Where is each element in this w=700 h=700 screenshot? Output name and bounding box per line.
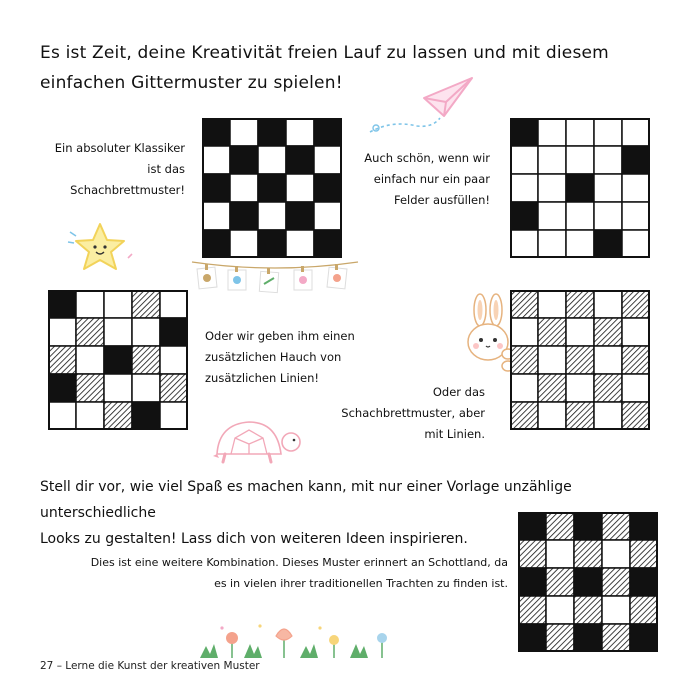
grid-cell: [286, 174, 314, 202]
grid-cell: [230, 146, 258, 174]
grid-cell: [510, 290, 538, 318]
grid-cell: [622, 230, 650, 258]
grid-cell: [160, 402, 188, 430]
caption-lines-line: zusätzlichen Hauch von: [205, 350, 342, 364]
grid-cell: [48, 290, 76, 318]
page-heading: [40, 38, 670, 98]
checkerboard-grid: [202, 118, 342, 258]
grid-cell: [510, 374, 538, 402]
grid-cell: [510, 346, 538, 374]
grid-cell: [202, 118, 230, 146]
grid-cell: [76, 374, 104, 402]
grid-cell: [132, 402, 160, 430]
grid-cell: [258, 202, 286, 230]
caption-classic-line: Schachbrettmuster!: [70, 183, 185, 197]
grid-cell: [538, 290, 566, 318]
grid-cell: [630, 540, 658, 568]
grid-cell: [630, 624, 658, 652]
grid-cell: [622, 174, 650, 202]
grid-cell: [286, 118, 314, 146]
grid-cell: [538, 118, 566, 146]
grid-cell: [602, 596, 630, 624]
grid-cell: [546, 596, 574, 624]
caption-fill-line: Felder ausfüllen!: [393, 193, 490, 207]
caption-checker-lines-line: Schachbrettmuster, aber: [341, 406, 485, 420]
photo-garland-icon: [190, 256, 360, 298]
caption-classic-line: Ein absoluter Klassiker: [54, 141, 185, 155]
grid-cell: [510, 146, 538, 174]
grid-cell: [566, 402, 594, 430]
grid-cell: [510, 174, 538, 202]
grid-cell: [104, 346, 132, 374]
grid-cell: [510, 118, 538, 146]
grid-cell: [48, 374, 76, 402]
grid-cell: [48, 402, 76, 430]
caption-classic-line: ist das: [147, 162, 185, 176]
tartan-grid: [518, 512, 658, 652]
grid-cell: [566, 174, 594, 202]
caption-lines-line: Oder wir geben ihm einen: [205, 329, 355, 343]
grid-cell: [160, 318, 188, 346]
grid-cell: [258, 146, 286, 174]
grid-cell: [104, 402, 132, 430]
grid-cell: [258, 230, 286, 258]
grid-cell: [538, 346, 566, 374]
grid-cell: [594, 230, 622, 258]
grid-cell: [160, 290, 188, 318]
grid-cell: [594, 118, 622, 146]
grid-cell: [538, 174, 566, 202]
grid-cell: [518, 596, 546, 624]
grid-cell: [314, 230, 342, 258]
grid-cell: [132, 318, 160, 346]
grid-cell: [574, 512, 602, 540]
grid-cell: [202, 202, 230, 230]
grid-cell: [602, 512, 630, 540]
grid-cell: [574, 540, 602, 568]
grid-cell: [510, 318, 538, 346]
caption-scotland: [40, 552, 508, 594]
grid-cell: [630, 568, 658, 596]
lined-grid: [48, 290, 188, 430]
grid-cell: [314, 202, 342, 230]
grid-cell: [594, 346, 622, 374]
grid-cell: [538, 146, 566, 174]
grid-cell: [566, 118, 594, 146]
grid-cell: [546, 624, 574, 652]
grid-cell: [566, 202, 594, 230]
grid-cell: [230, 118, 258, 146]
bunny-icon: [462, 292, 516, 374]
page-footer: 27 – Lerne die Kunst der kreativen Muster: [40, 660, 260, 672]
grid-cell: [566, 346, 594, 374]
grid-cell: [622, 290, 650, 318]
grid-cell: [286, 146, 314, 174]
grid-cell: [566, 230, 594, 258]
grid-cell: [202, 174, 230, 202]
grid-cell: [594, 202, 622, 230]
grid-cell: [538, 230, 566, 258]
grid-cell: [160, 374, 188, 402]
grid-cell: [518, 512, 546, 540]
caption-checker-lines-line: Oder das: [432, 385, 485, 399]
grid-cell: [566, 374, 594, 402]
grid-cell: [594, 146, 622, 174]
grid-cell: [538, 374, 566, 402]
grid-cell: [622, 346, 650, 374]
grid-cell: [594, 318, 622, 346]
grid-cell: [76, 290, 104, 318]
caption-fill-line: Auch schön, wenn wir: [364, 151, 490, 165]
grid-cell: [622, 318, 650, 346]
grid-cell: [538, 202, 566, 230]
grid-cell: [566, 318, 594, 346]
grid-cell: [258, 174, 286, 202]
grid-cell: [622, 374, 650, 402]
filled-cells-grid: [510, 118, 650, 258]
grid-cell: [230, 202, 258, 230]
star-icon: [64, 214, 136, 278]
heading-line-1: Es ist Zeit, deine Kreativität freien Lauf zu lassen und mit diesem: [40, 43, 609, 63]
grid-cell: [566, 146, 594, 174]
grid-cell: [132, 346, 160, 374]
paper-plane-icon: [362, 70, 477, 150]
caption-lines-line: zusätzlichen Linien!: [205, 371, 319, 385]
grid-cell: [546, 540, 574, 568]
caption-scotland-line: Dies ist eine weitere Kombination. Dieses Muster erinnert an Schottland, da: [90, 556, 508, 569]
grid-cell: [602, 540, 630, 568]
caption-classic: [30, 138, 185, 201]
grid-cell: [622, 402, 650, 430]
grid-cell: [76, 402, 104, 430]
grid-cell: [76, 346, 104, 374]
caption-fill: [340, 148, 490, 211]
grid-cell: [622, 146, 650, 174]
grid-cell: [602, 624, 630, 652]
caption-checker-lines-line: mit Linien.: [424, 427, 485, 441]
grid-cell: [594, 290, 622, 318]
grid-cell: [518, 540, 546, 568]
grid-cell: [258, 118, 286, 146]
caption-checker-lines: [310, 382, 485, 445]
grid-cell: [594, 374, 622, 402]
grid-cell: [594, 402, 622, 430]
grid-cell: [518, 624, 546, 652]
grid-cell: [546, 512, 574, 540]
lined-checkerboard-grid: [510, 290, 650, 430]
grid-cell: [574, 596, 602, 624]
grid-cell: [574, 624, 602, 652]
grid-cell: [104, 374, 132, 402]
grid-cell: [286, 230, 314, 258]
grid-cell: [538, 318, 566, 346]
grid-cell: [104, 290, 132, 318]
grid-cell: [538, 402, 566, 430]
grid-cell: [76, 318, 104, 346]
grid-cell: [566, 290, 594, 318]
grid-cell: [48, 346, 76, 374]
grid-cell: [518, 568, 546, 596]
grid-cell: [230, 174, 258, 202]
grid-cell: [132, 290, 160, 318]
caption-scotland-line: es in vielen ihrer traditionellen Trachten zu finden ist.: [214, 577, 508, 590]
grid-cell: [314, 146, 342, 174]
flowers-icon: [200, 620, 395, 660]
grid-cell: [104, 318, 132, 346]
heading-line-2: einfachen Gittermuster zu spielen!: [40, 73, 343, 93]
grid-cell: [314, 118, 342, 146]
grid-cell: [546, 568, 574, 596]
grid-cell: [230, 230, 258, 258]
grid-cell: [48, 318, 76, 346]
grid-cell: [574, 568, 602, 596]
grid-cell: [622, 202, 650, 230]
grid-cell: [630, 512, 658, 540]
caption-fill-line: einfach nur ein paar: [373, 172, 490, 186]
turtle-icon: [205, 410, 305, 466]
grid-cell: [630, 596, 658, 624]
grid-cell: [314, 174, 342, 202]
grid-cell: [510, 202, 538, 230]
grid-cell: [622, 118, 650, 146]
grid-cell: [594, 174, 622, 202]
grid-cell: [202, 230, 230, 258]
paragraph-line-1: Stell dir vor, wie viel Spaß es machen kann, mit nur einer Vorlage unzählige unterschiedliche: [40, 479, 572, 521]
paragraph-line-2: Looks zu gestalten! Lass dich von weiteren Ideen inspirieren.: [40, 531, 468, 547]
grid-cell: [202, 146, 230, 174]
grid-cell: [286, 202, 314, 230]
grid-cell: [132, 374, 160, 402]
grid-cell: [510, 402, 538, 430]
grid-cell: [602, 568, 630, 596]
grid-cell: [510, 230, 538, 258]
grid-cell: [160, 346, 188, 374]
caption-lines: [205, 326, 395, 389]
